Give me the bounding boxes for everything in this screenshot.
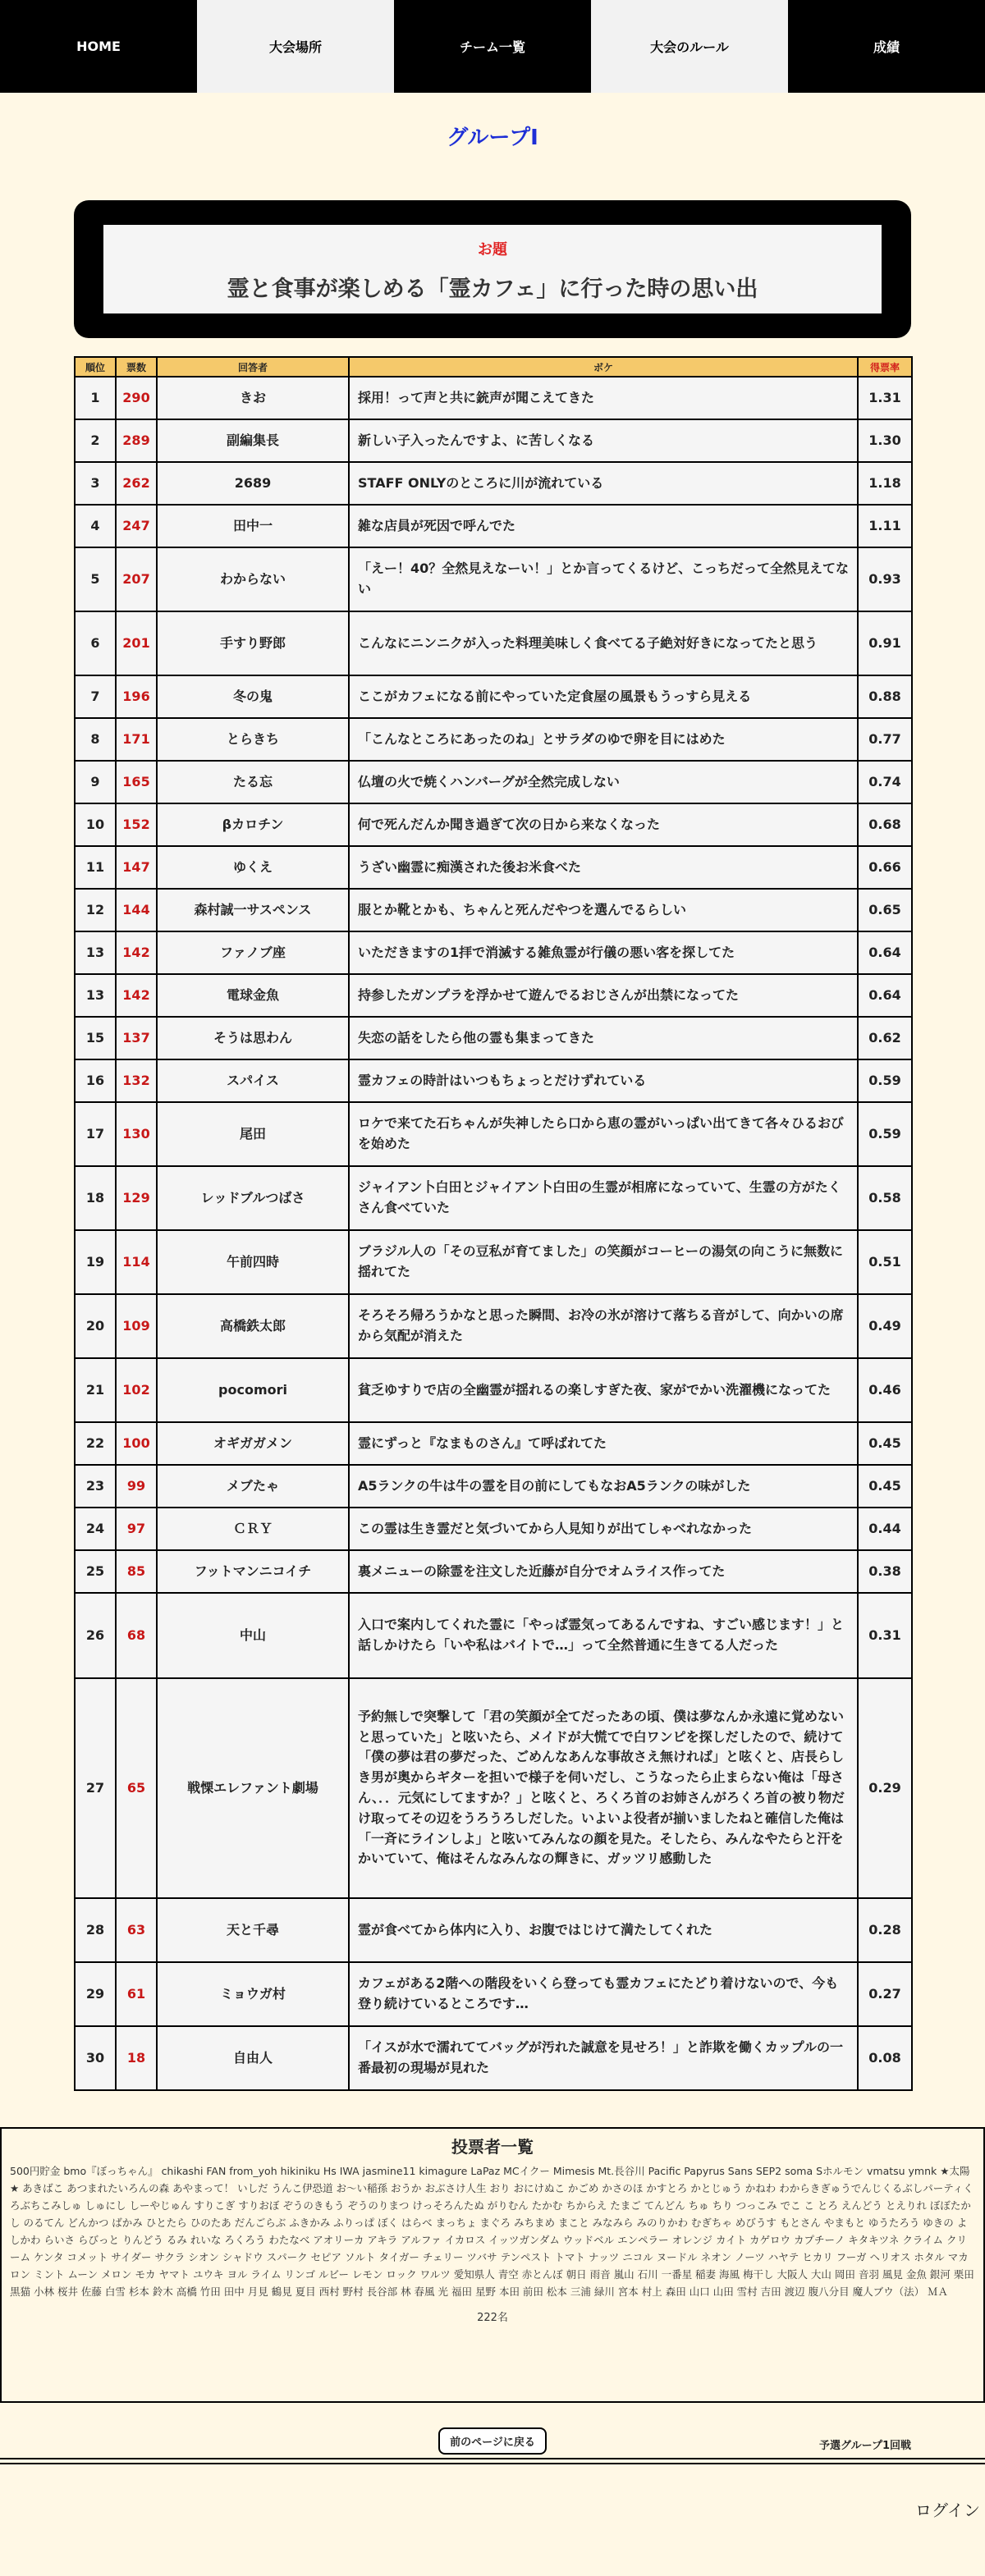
login-link[interactable]: ログイン bbox=[915, 2501, 980, 2520]
table-row bbox=[75, 1059, 912, 1102]
boke-cell: 新しい子入ったんですよ、に苦しくなる bbox=[349, 419, 858, 462]
name-cell: 森村誠一サスペンス bbox=[157, 889, 349, 931]
name-cell: 高橋鉄太郎 bbox=[157, 1294, 349, 1358]
name-cell: 戦慄エレファント劇場 bbox=[157, 1678, 349, 1898]
table-row bbox=[75, 761, 912, 803]
boke-cell: 失恋の話をしたら他の霊も集まってきた bbox=[349, 1017, 858, 1059]
table-row bbox=[75, 846, 912, 889]
rank-cell: 17 bbox=[75, 1102, 116, 1166]
votes-cell: 65 bbox=[116, 1678, 157, 1898]
table-row bbox=[75, 1962, 912, 2026]
rate-cell: 0.62 bbox=[858, 1017, 912, 1059]
odai-box bbox=[74, 200, 911, 338]
header-boke: ボケ bbox=[349, 357, 858, 377]
name-cell: たる忘 bbox=[157, 761, 349, 803]
rank-cell: 12 bbox=[75, 889, 116, 931]
votes-cell: 97 bbox=[116, 1508, 157, 1550]
boke-cell: 持参したガンプラを浮かせて遊んでるおじさんが出禁になってた bbox=[349, 974, 858, 1017]
footer-link[interactable]: 予選グループ1回戦 bbox=[818, 2440, 911, 2452]
votes-cell: 61 bbox=[116, 1962, 157, 2026]
votes-cell: 68 bbox=[116, 1593, 157, 1678]
table-row bbox=[75, 1422, 912, 1465]
rate-cell: 0.51 bbox=[858, 1230, 912, 1294]
name-cell: ファノブ座 bbox=[157, 931, 349, 974]
name-cell: レッドブルつばさ bbox=[157, 1166, 349, 1230]
rank-cell: 22 bbox=[75, 1422, 116, 1465]
rate-cell: 0.64 bbox=[858, 974, 912, 1017]
rate-cell: 0.46 bbox=[858, 1358, 912, 1422]
boke-cell: 服とか靴とかも、ちゃんと死んだやつを選んでるらしい bbox=[349, 889, 858, 931]
results-table bbox=[74, 356, 913, 2091]
rate-cell: 0.74 bbox=[858, 761, 912, 803]
votes-cell: 290 bbox=[116, 377, 157, 419]
nav-teams[interactable]: チーム一覧 bbox=[459, 39, 525, 55]
top-navigation bbox=[0, 0, 985, 93]
votes-cell: 100 bbox=[116, 1422, 157, 1465]
rank-cell: 1 bbox=[75, 377, 116, 419]
votes-cell: 102 bbox=[116, 1358, 157, 1422]
name-cell: わからない bbox=[157, 547, 349, 611]
votes-cell: 63 bbox=[116, 1898, 157, 1962]
boke-cell: ブラジル人の「その豆私が育てました」の笑顔がコーヒーの湯気の向こうに無数に揺れてた bbox=[349, 1230, 858, 1294]
table-row bbox=[75, 803, 912, 846]
name-cell: スパイス bbox=[157, 1059, 349, 1102]
rate-cell: 0.28 bbox=[858, 1898, 912, 1962]
rate-cell: 1.31 bbox=[858, 377, 912, 419]
votes-cell: 99 bbox=[116, 1465, 157, 1508]
rank-cell: 5 bbox=[75, 547, 116, 611]
rank-cell: 18 bbox=[75, 1166, 116, 1230]
table-row bbox=[75, 377, 912, 419]
rate-cell: 0.45 bbox=[858, 1465, 912, 1508]
votes-cell: 142 bbox=[116, 974, 157, 1017]
nav-results[interactable]: 成績 bbox=[873, 39, 900, 55]
name-cell: 中山 bbox=[157, 1593, 349, 1678]
back-button[interactable]: 前のページに戻る bbox=[438, 2427, 547, 2455]
votes-cell: 289 bbox=[116, 419, 157, 462]
table-row bbox=[75, 1166, 912, 1230]
votes-cell: 114 bbox=[116, 1230, 157, 1294]
table-header-row bbox=[75, 357, 912, 377]
boke-cell: 「イスが水で濡れててバッグが汚れた誠意を見せろ！」と詐欺を働くカップルの一番最初の現場が見れた bbox=[349, 2026, 858, 2090]
voters-title: 投票者一覧 bbox=[451, 2137, 534, 2157]
rank-cell: 27 bbox=[75, 1678, 116, 1898]
name-cell: 午前四時 bbox=[157, 1230, 349, 1294]
name-cell: 2689 bbox=[157, 462, 349, 505]
votes-cell: 85 bbox=[116, 1550, 157, 1593]
table-row bbox=[75, 419, 912, 462]
odai-inner bbox=[103, 225, 882, 313]
votes-cell: 165 bbox=[116, 761, 157, 803]
name-cell: メブたゃ bbox=[157, 1465, 349, 1508]
rank-cell: 10 bbox=[75, 803, 116, 846]
rank-cell: 25 bbox=[75, 1550, 116, 1593]
boke-cell: 仏壇の火で焼くハンバーグが全然完成しない bbox=[349, 761, 858, 803]
votes-cell: 201 bbox=[116, 611, 157, 675]
voters-count: 222名 bbox=[477, 2312, 508, 2324]
votes-cell: 137 bbox=[116, 1017, 157, 1059]
rank-cell: 24 bbox=[75, 1508, 116, 1550]
table-row bbox=[75, 1230, 912, 1294]
boke-cell: A5ランクの牛は牛の霊を目の前にしてもなおA5ランクの味がした bbox=[349, 1465, 858, 1508]
table-row bbox=[75, 1898, 912, 1962]
rate-cell: 0.27 bbox=[858, 1962, 912, 2026]
table-row bbox=[75, 1550, 912, 1593]
boke-cell: 「こんなところにあったのね」とサラダのゆで卵を目にはめた bbox=[349, 718, 858, 761]
rank-cell: 29 bbox=[75, 1962, 116, 2026]
table-row bbox=[75, 1017, 912, 1059]
votes-cell: 152 bbox=[116, 803, 157, 846]
rate-cell: 0.29 bbox=[858, 1678, 912, 1898]
rank-cell: 16 bbox=[75, 1059, 116, 1102]
rank-cell: 2 bbox=[75, 419, 116, 462]
rate-cell: 0.66 bbox=[858, 846, 912, 889]
name-cell: ゆくえ bbox=[157, 846, 349, 889]
votes-cell: 129 bbox=[116, 1166, 157, 1230]
boke-cell: 何で死んだんか聞き過ぎて次の日から来なくなった bbox=[349, 803, 858, 846]
rate-cell: 0.44 bbox=[858, 1508, 912, 1550]
table-row bbox=[75, 1294, 912, 1358]
boke-cell: この霊は生き霊だと気づいてから人見知りが出てしゃべれなかった bbox=[349, 1508, 858, 1550]
rank-cell: 11 bbox=[75, 846, 116, 889]
votes-cell: 207 bbox=[116, 547, 157, 611]
table-row bbox=[75, 1678, 912, 1898]
name-cell: そうは思わん bbox=[157, 1017, 349, 1059]
odai-label: お題 bbox=[478, 241, 507, 259]
voters-names: 500円貯金 bmo『ぼっちゃん』 chikashi FAN from_yoh hikiniku Hs IWA jasmine11 kimagure LaPaz MCイクー Mimesis Mt.長谷川 Pacific Papyrus Sans SEP2 soma Sホルモン vmatsu ymnk ★太陽★ あきばこ あつまれたいろんの森 あやまって！ いしだ うんこ伊恐道 お〜い稲孫 おうか おぶさけ人生 おり おにけぬこ かごめ かさのほ かすとろ かとじゅう かねわ わからきぎゅうでんじくるぶしパーティくろぶちこみしゅ しゅにし しーやじゅん すりこぎ すりおぼ ぞうのきもう ぞうのりまつ けっそろんたぬ がりむん たかむ ちからえ たまご てんどん ちゅ ちり つっこみ でこ こ とろ えんどう とえりれ ぼぼたかし のるてん どんかつ ばかみ ひとたら ひのたあ だんごらぶ ふきかみ ふりっぱ ぼく はらべ まっちょ まぐろ みちまめ まこと みなみら みのりかわ むぎちゃ めびうす もとさん やまもと ゆうたろう ゆきの よしかわ らいさ らびっと りんどう るみ れいな ろくろう わたなべ アオリーカ アキラ アルファ イカロス イッツガンダム ウッドベル エンペラー オレンジ カイト カゲロウ カプチーノ キタキツネ クライム クリーム ケンタ コメット サイダー サクラ シオン シャドウ スパーク セピア ソルト タイガー チェリー ツバサ テンペスト トマト ナッツ ニコル ヌードル ネオン ノーツ ハヤテ ヒカリ フーガ ヘリオス ホタル マカロン ミント ムーン メロン モカ ヤマト ユウキ ヨル ライム リンゴ ルビー レモン ロック ワルツ 愛知県人 青空 赤とんぼ 朝日 雨音 嵐山 石川 一番星 稲妻 海風 梅干し 大阪人 大山 岡田 音羽 風見 金魚 銀河 栗田 黒猫 小林 桜井 佐藤 白雪 杉本 鈴木 高橋 竹田 田中 月見 鶴見 夏目 西村 野村 長谷部 林 春風 光 福田 星野 本田 前田 松本 三浦 緑川 宮本 村上 森田 山口 山田 雪村 吉田 渡辺 腹八分目 魔人ブウ（法） ＭＡ bbox=[10, 2165, 974, 2298]
votes-cell: 109 bbox=[116, 1294, 157, 1358]
name-cell: 電球金魚 bbox=[157, 974, 349, 1017]
table-row bbox=[75, 462, 912, 505]
votes-cell: 18 bbox=[116, 2026, 157, 2090]
boke-cell: カフェがある2階への階段をいくら登っても霊カフェにたどり着けないので、今も登り続けているところです… bbox=[349, 1962, 858, 2026]
rate-cell: 0.91 bbox=[858, 611, 912, 675]
rank-cell: 30 bbox=[75, 2026, 116, 2090]
rank-cell: 7 bbox=[75, 675, 116, 718]
name-cell: 田中一 bbox=[157, 505, 349, 547]
rate-cell: 0.45 bbox=[858, 1422, 912, 1465]
rank-cell: 13 bbox=[75, 974, 116, 1017]
table-row bbox=[75, 675, 912, 718]
table-row bbox=[75, 2026, 912, 2090]
votes-cell: 142 bbox=[116, 931, 157, 974]
name-cell: ミョウガ村 bbox=[157, 1962, 349, 2026]
rate-cell: 0.59 bbox=[858, 1102, 912, 1166]
rank-cell: 6 bbox=[75, 611, 116, 675]
boke-cell: そろそろ帰ろうかなと思った瞬間、お冷の氷が溶けて落ちる音がして、向かいの席から気配が消えた bbox=[349, 1294, 858, 1358]
rank-cell: 28 bbox=[75, 1898, 116, 1962]
rate-cell: 0.88 bbox=[858, 675, 912, 718]
rate-cell: 1.30 bbox=[858, 419, 912, 462]
rate-cell: 0.64 bbox=[858, 931, 912, 974]
boke-cell: 霊が食べてから体内に入り、お腹ではじけて満たしてくれた bbox=[349, 1898, 858, 1962]
boke-cell: こんなにニンニクが入った料理美味しく食べてる子絶対好きになってたと思う bbox=[349, 611, 858, 675]
header-votes: 票数 bbox=[116, 357, 157, 377]
rank-cell: 3 bbox=[75, 462, 116, 505]
name-cell: 尾田 bbox=[157, 1102, 349, 1166]
rank-cell: 4 bbox=[75, 505, 116, 547]
rank-cell: 26 bbox=[75, 1593, 116, 1678]
rate-cell: 0.77 bbox=[858, 718, 912, 761]
name-cell: 副編集長 bbox=[157, 419, 349, 462]
boke-cell: 霊にずっと『なまものさん』て呼ばれてた bbox=[349, 1422, 858, 1465]
boke-cell: STAFF ONLYのところに川が流れている bbox=[349, 462, 858, 505]
rate-cell: 0.49 bbox=[858, 1294, 912, 1358]
header-name: 回答者 bbox=[157, 357, 349, 377]
table-row bbox=[75, 1358, 912, 1422]
nav-home[interactable]: HOME bbox=[76, 39, 121, 54]
name-cell: ＣＲＹ bbox=[157, 1508, 349, 1550]
nav-rules[interactable]: 大会のルール bbox=[591, 0, 788, 93]
rank-cell: 8 bbox=[75, 718, 116, 761]
votes-cell: 132 bbox=[116, 1059, 157, 1102]
boke-cell: ここがカフェになる前にやっていた定食屋の風景もうっすら見える bbox=[349, 675, 858, 718]
rate-cell: 0.08 bbox=[858, 2026, 912, 2090]
rate-cell: 0.38 bbox=[858, 1550, 912, 1593]
votes-cell: 144 bbox=[116, 889, 157, 931]
name-cell: とらきち bbox=[157, 718, 349, 761]
boke-cell: 採用！って声と共に銃声が聞こえてきた bbox=[349, 377, 858, 419]
rate-cell: 0.59 bbox=[858, 1059, 912, 1102]
boke-cell: ジャイアン卜白田とジャイアン卜白田の生霊が相席になっていて、生霊の方がたくさん食べていた bbox=[349, 1166, 858, 1230]
name-cell: 天と千尋 bbox=[157, 1898, 349, 1962]
rank-cell: 9 bbox=[75, 761, 116, 803]
name-cell: きお bbox=[157, 377, 349, 419]
table-row bbox=[75, 611, 912, 675]
rank-cell: 23 bbox=[75, 1465, 116, 1508]
table-row bbox=[75, 974, 912, 1017]
name-cell: 自由人 bbox=[157, 2026, 349, 2090]
rank-cell: 19 bbox=[75, 1230, 116, 1294]
votes-cell: 147 bbox=[116, 846, 157, 889]
group-title: グループI bbox=[447, 126, 538, 150]
rate-cell: 1.18 bbox=[858, 462, 912, 505]
name-cell: オギガガメン bbox=[157, 1422, 349, 1465]
boke-cell: 入口で案内してくれた霊に「やっぱ霊気ってあるんですね、すごい感じます！」と話しかけたら「いや私はバイトで…」って全然普通に生きてる人だった bbox=[349, 1593, 858, 1678]
boke-cell: いただきますの1拝で消滅する雑魚霊が行儀の悪い客を探してた bbox=[349, 931, 858, 974]
rate-cell: 0.68 bbox=[858, 803, 912, 846]
votes-cell: 171 bbox=[116, 718, 157, 761]
votes-cell: 262 bbox=[116, 462, 157, 505]
table-row bbox=[75, 1102, 912, 1166]
boke-cell: 霊カフェの時計はいつもちょっとだけずれている bbox=[349, 1059, 858, 1102]
votes-cell: 247 bbox=[116, 505, 157, 547]
rank-cell: 20 bbox=[75, 1294, 116, 1358]
boke-cell: 予約無しで突撃して「君の笑顔が全てだったあの頃、僕は夢なんか永遠に覚めないと思っていた」と呟いたら、メイドが大慌てで白ワンピを探しだしたので、続けて「僕の夢は君の夢だった、ごめんなあんな事故さえ無ければ」と呟くと、店長らしき男が奥からギターを担いで様子を伺いだし、こうなったら止まらない俺は「母さん、．．元気にしてますか？」と呟くと、ろくろ首のお姉さんがろくろ首の被り物だけ取ってその辺をうろうろしだした。いよいよ役者が揃いましたねと確信した俺は「一斉にラインしよ」と呟いてみんなの顔を見た。そしたら、みんなやたらと汗をかいていて、俺はそんなみんなの輝きに、ガッツリ感動した bbox=[349, 1678, 858, 1898]
table-row bbox=[75, 931, 912, 974]
rate-cell: 0.31 bbox=[858, 1593, 912, 1678]
boke-cell: 貧乏ゆすりで店の全幽霊が揺れるの楽しすぎた夜、家がでかい洗濯機になってた bbox=[349, 1358, 858, 1422]
rank-cell: 21 bbox=[75, 1358, 116, 1422]
table-row bbox=[75, 889, 912, 931]
boke-cell: 裏メニューの除霊を注文した近藤が自分でオムライス作ってた bbox=[349, 1550, 858, 1593]
name-cell: フットマンニコイチ bbox=[157, 1550, 349, 1593]
boke-cell: 「えー！40？全然見えなーい！」とか言ってくるけど、こっちだって全然見えてない bbox=[349, 547, 858, 611]
table-row bbox=[75, 1465, 912, 1508]
votes-cell: 130 bbox=[116, 1102, 157, 1166]
table-row bbox=[75, 505, 912, 547]
rank-cell: 13 bbox=[75, 931, 116, 974]
table-body bbox=[75, 377, 912, 2090]
boke-cell: 雑な店員が死因で呼んでた bbox=[349, 505, 858, 547]
name-cell: 手すり野郎 bbox=[157, 611, 349, 675]
rate-cell: 0.65 bbox=[858, 889, 912, 931]
name-cell: 冬の鬼 bbox=[157, 675, 349, 718]
rate-cell: 0.93 bbox=[858, 547, 912, 611]
nav-venue[interactable]: 大会場所 bbox=[197, 0, 394, 93]
rank-cell: 15 bbox=[75, 1017, 116, 1059]
footer-divider bbox=[0, 2458, 985, 2464]
name-cell: pocomori bbox=[157, 1358, 349, 1422]
name-cell: βカロチン bbox=[157, 803, 349, 846]
rate-cell: 1.11 bbox=[858, 505, 912, 547]
table-row bbox=[75, 718, 912, 761]
table-row bbox=[75, 1593, 912, 1678]
header-rank: 順位 bbox=[75, 357, 116, 377]
votes-cell: 196 bbox=[116, 675, 157, 718]
odai-text: 霊と食事が楽しめる「霊カフェ」に行った時の思い出 bbox=[227, 277, 758, 302]
voters-section bbox=[0, 2127, 985, 2403]
header-rate: 得票率 bbox=[858, 357, 912, 377]
boke-cell: うざい幽霊に痴漢された後お米食べた bbox=[349, 846, 858, 889]
boke-cell: ロケで来てた石ちゃんが失神したら口から恵の霊がいっぱい出てきて各々ひるおびを始めた bbox=[349, 1102, 858, 1166]
table-row bbox=[75, 1508, 912, 1550]
rate-cell: 0.58 bbox=[858, 1166, 912, 1230]
table-row bbox=[75, 547, 912, 611]
